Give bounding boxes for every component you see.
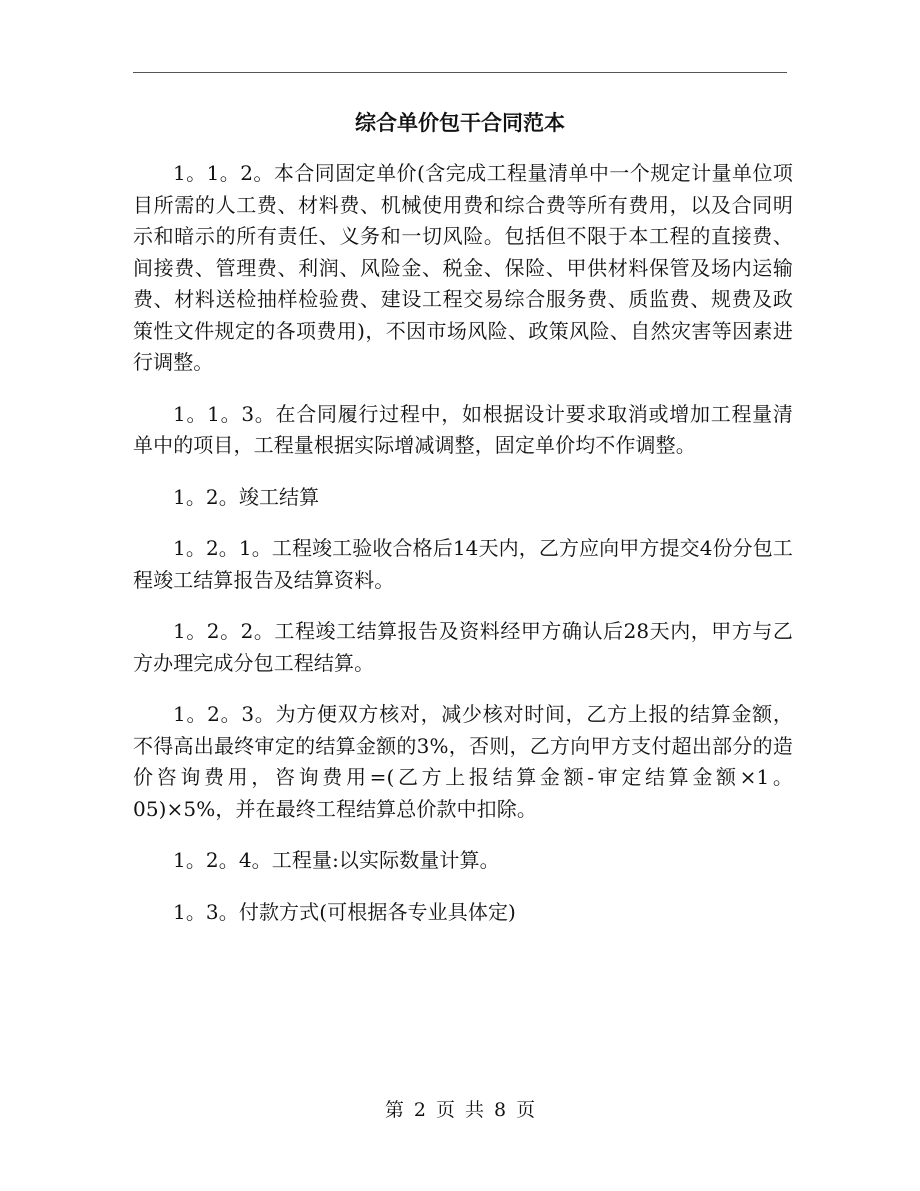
- paragraph-1-2-3: 1。2。3。为方便双方核对，减少核对时间，乙方上报的结算金额，不得高出最终审定的结算金额的3%，否则，乙方向甲方支付超出部分的造价咨询费用，咨询费用=(乙方上报结算金额-审定结算金额×1。05)×5%，并在最终工程结算总价款中扣除。: [133, 702, 793, 821]
- section-heading-completion-settlement: 1。2。竣工结算: [173, 484, 320, 509]
- page-number-footer: 第 2 页 共 8 页: [384, 1099, 536, 1121]
- paragraph-1-2-1: 1。2。1。工程竣工验收合格后14天内，乙方应向甲方提交4份分包工程竣工结算报告及结算资料。: [133, 536, 793, 592]
- header-rule: [133, 72, 787, 73]
- document-title: 综合单价包干合同范本: [355, 111, 565, 135]
- paragraph-1-1-3: 1。1。3。在合同履行过程中，如根据设计要求取消或增加工程量清单中的项目，工程量根据实际增减调整，固定单价均不作调整。: [133, 401, 793, 457]
- paragraph-1-1-2: 1。1。2。本合同固定单价(含完成工程量清单中一个规定计量单位项目所需的人工费、材料费、机械使用费和综合费等所有费用，以及合同明示和暗示的所有责任、义务和一切风险。包括但不限于本工程的直接费、间接费、管理费、利润、风险金、税金、保险、甲供材料保管及场内运输费、材料送检抽样检验费、建设工程交易综合服务费、质监费、规费及政策性文件规定的各项费用)，不因市场风险、政策风险、自然灾害等因素进行调整。: [133, 161, 793, 374]
- document-body: [133, 158, 793, 948]
- section-heading-payment-method: 1。3。付款方式(可根据各专业具体定): [173, 899, 516, 924]
- paragraph-1-2-2: 1。2。2。工程竣工结算报告及资料经甲方确认后28天内，甲方与乙方办理完成分包工程结算。: [133, 619, 793, 675]
- paragraph-1-2-4: 1。2。4。工程量:以实际数量计算。: [173, 848, 500, 872]
